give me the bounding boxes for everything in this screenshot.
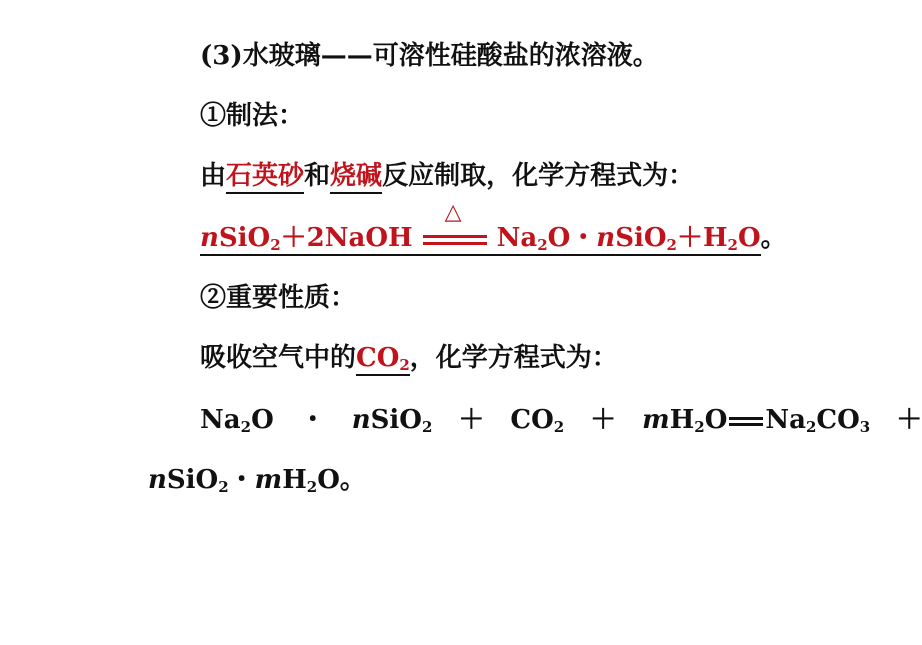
section-properties: [200, 282, 356, 314]
heating-equals-sign: [423, 200, 487, 249]
section-properties-text: ②重要性质：: [200, 283, 357, 313]
delta-icon: △: [444, 200, 462, 225]
answer-blank-quartz-sand: 石英砂: [226, 161, 304, 194]
heading-water-glass: [200, 40, 659, 72]
answer-blank-co2: $CO_2$: [356, 343, 410, 374]
equation-absorption-line2: nSiO$_2$・$mH_2O$。: [148, 465, 366, 496]
absorption-sentence: 吸收空气中的$CO_2$，化学方程式为：: [200, 343, 618, 374]
equation-preparation: nSiO$_2$＋2NaOH △ $Na_2O$・$nSiO_2+H_2O$。: [200, 222, 787, 254]
heading-text: (3)水玻璃——可溶性硅酸盐的浓溶液。: [200, 41, 659, 71]
preparation-sentence: 由石英砂和烧碱反应制取，化学方程式为：: [200, 160, 694, 192]
equation-absorption-line1: $Na_2O$ ・ nSiO$_2$ ＋ $CO_2$ ＋ $mH_2O$ $Na_2CO_3$ ＋: [200, 405, 922, 436]
equals-sign: [729, 412, 763, 430]
answer-blank-caustic-soda: 烧碱: [330, 161, 382, 194]
section-preparation-text: ①制法：: [200, 101, 305, 131]
equation-answer-blank: nSiO$_2$＋2NaOH △ $Na_2O$・$nSiO_2+H_2O$: [200, 223, 761, 256]
section-preparation: [200, 100, 304, 132]
